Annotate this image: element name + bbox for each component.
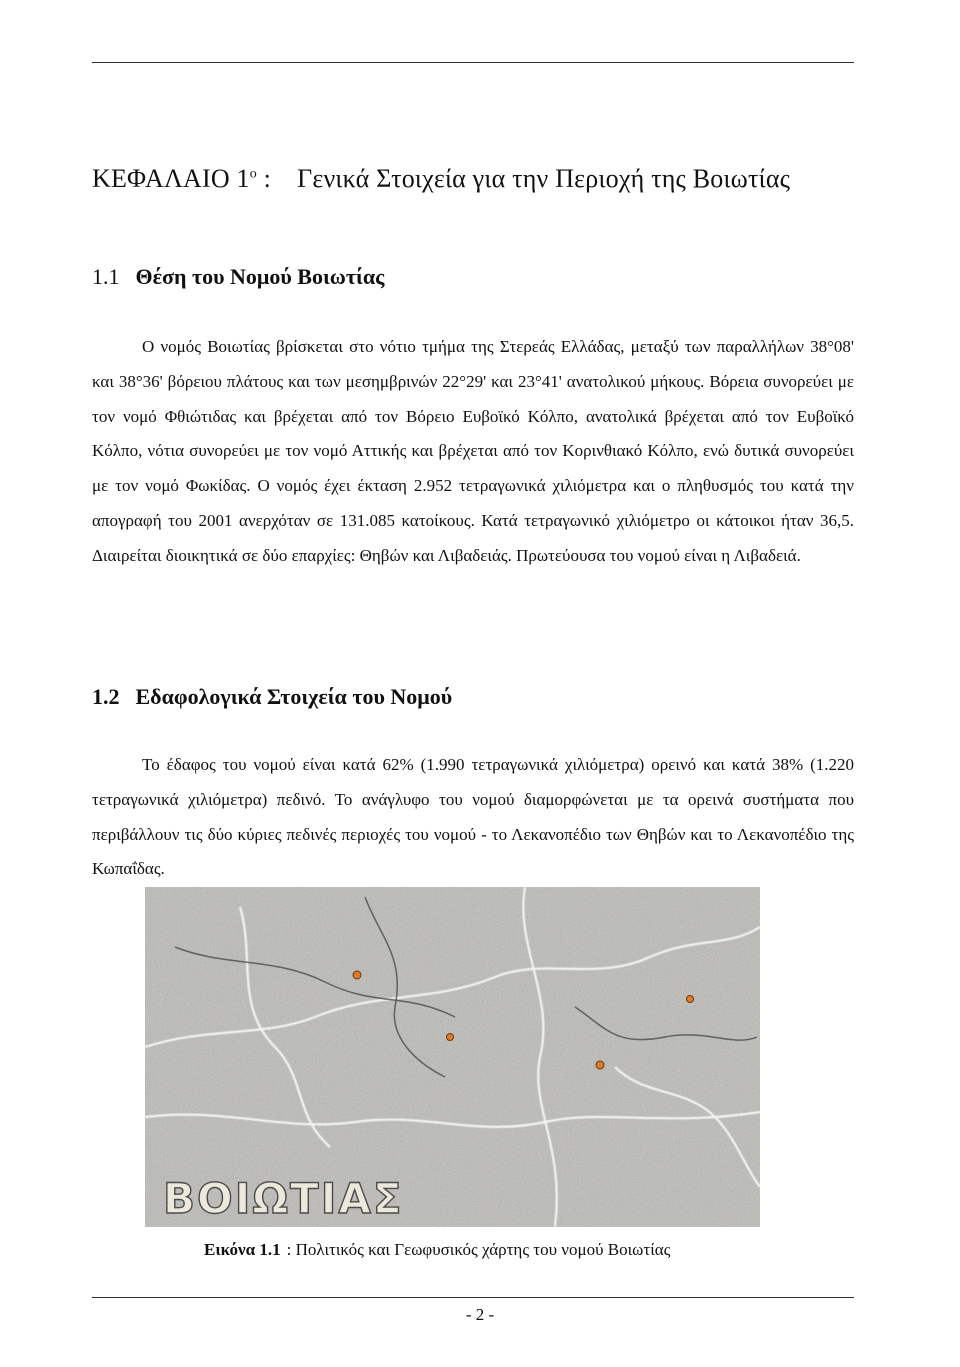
chapter-superscript: ο	[249, 166, 257, 182]
bottom-rule	[92, 1297, 854, 1298]
section-1-heading	[92, 264, 384, 290]
map-label: ΒΟΙΩΤΙΑΣ	[163, 1174, 404, 1223]
page-number: - 2 -	[465, 1305, 495, 1324]
top-rule	[92, 62, 854, 63]
figure-caption	[204, 1240, 670, 1260]
section-1-number: 1.1	[92, 264, 120, 289]
section-1-paragraph: Ο νομός Βοιωτίας βρίσκεται στο νότιο τμήμα της Στερεάς Ελλάδας, μεταξύ των παραλλήλων 38°08' και 38°36' βόρειου πλάτους και των μεσημβρινών 22°29' και 23°41' ανατολικού μήκους. Βόρεια συνορεύει με τον νομό Φθιώτιδας και βρέχεται από τον Βόρειο Ευβοϊκό Κόλπο, ανατολικά βρέχεται από τον Ευβοϊκό Κόλπο, νότια συνορεύει με τον νομό Αττικής και βρέχεται από τον Κορινθιακό Κόλπο, ενώ δυτικά συνορεύει με τον νομό Φωκίδας. Ο νομός έχει έκταση 2.952 τετραγωνικά χιλιόμετρα και ο πληθυσμός του κατά την απογραφή του 2001 ανερχόταν σε 131.085 κατοίκους. Κατά τετραγωνικό χιλιόμετρο οι κάτοικοι ήταν 36,5. Διαιρείται διοικητικά σε δύο επαρχίες: Θηβών και Λιβαδειάς. Πρωτεύουσα του νομού είναι η Λιβαδειά.	[92, 337, 854, 565]
section-2-title: Εδαφολογικά Στοιχεία του Νομού	[135, 684, 453, 709]
section-2-paragraph: Το έδαφος του νομού είναι κατά 62% (1.990 τετραγωνικά χιλιόμετρα) ορεινό και κατά 38% (1.220 τετραγωνικά χιλιόμετρα) πεδινό. Το ανάγλυφο του νομού διαμορφώνεται με τα ορεινά συστήματα που περιβάλλουν τις δύο κύριες πεδινές περιοχές του νομού - το Λεκανοπέδιο των Θηβών και το Λεκανοπέδιο της Κωπαΐδας.	[92, 755, 854, 879]
map-figure	[145, 887, 760, 1227]
chapter-colon: :	[263, 164, 272, 193]
section-2-number: 1.2	[92, 684, 120, 709]
section-2-heading	[92, 684, 452, 710]
section-1-title: Θέση του Νομού Βοιωτίας	[135, 264, 385, 289]
chapter-heading	[92, 164, 872, 194]
caption-text: : Πολιτικός και Γεωφυσικός χάρτης του νομού Βοιωτίας	[286, 1240, 671, 1259]
caption-lead: Εικόνα 1.1	[204, 1240, 281, 1259]
chapter-label: ΚΕΦΑΛΑΙΟ 1	[92, 164, 250, 193]
chapter-title: Γενικά Στοιχεία για την Περιοχή της Βοιωτίας	[297, 164, 791, 193]
map-image	[145, 887, 760, 1227]
